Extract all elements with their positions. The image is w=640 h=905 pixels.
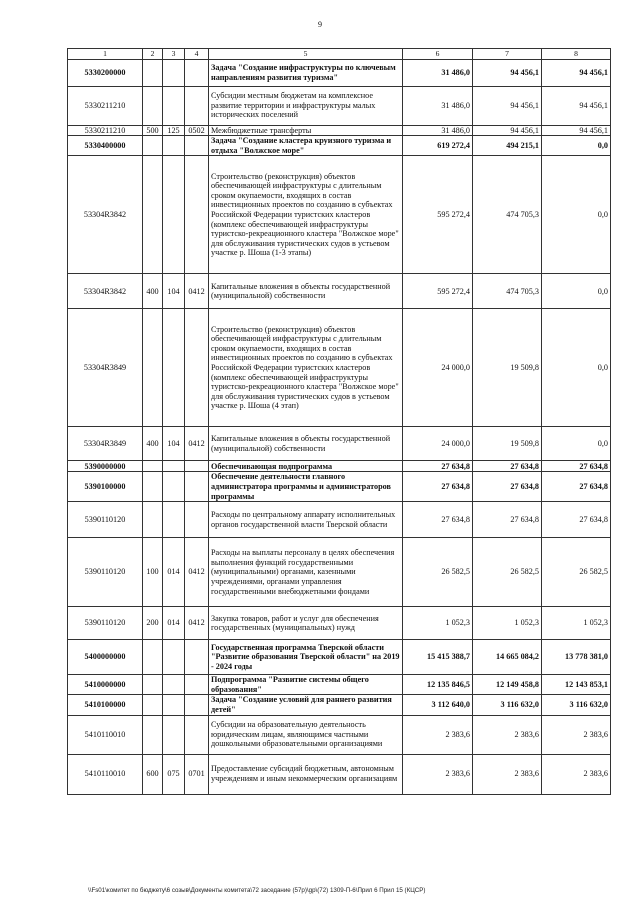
row-name-cell: Задача "Создание кластера круизного туризма и отдыха "Волжское море" [209,136,403,156]
header-cell: 2 [143,49,163,60]
row-col4-cell [185,715,209,754]
row-value-8-cell: 12 143 853,1 [542,675,611,695]
row-value-7-cell: 474 705,3 [473,156,542,274]
row-col3-cell: 014 [163,538,185,607]
table-row [68,274,611,309]
row-col4-cell [185,695,209,715]
row-value-6-cell: 595 272,4 [403,156,473,274]
row-col4-cell [185,461,209,472]
row-col4-cell [185,675,209,695]
row-value-8-cell: 0,0 [542,274,611,309]
header-cell: 8 [542,49,611,60]
row-value-7-cell: 2 383,6 [473,754,542,794]
table-row [68,125,611,136]
table-row [68,156,611,274]
row-col2-cell [143,502,163,538]
row-value-6-cell: 3 112 640,0 [403,695,473,715]
row-col3-cell [163,695,185,715]
row-col4-cell: 0502 [185,125,209,136]
row-value-8-cell: 0,0 [542,427,611,461]
row-col3-cell [163,59,185,86]
row-value-8-cell: 0,0 [542,136,611,156]
row-value-6-cell: 2 383,6 [403,754,473,794]
row-code-cell: 53304R3849 [68,427,143,461]
row-name-cell: Закупка товаров, работ и услуг для обеспечения государственных (муниципальных) нужд [209,607,403,640]
row-value-8-cell: 27 634,8 [542,461,611,472]
table-row [68,136,611,156]
row-name-cell: Капитальные вложения в объекты государственной (муниципальной) собственности [209,427,403,461]
row-col4-cell: 0701 [185,754,209,794]
row-col3-cell [163,309,185,427]
row-value-6-cell: 24 000,0 [403,427,473,461]
row-col2-cell [143,136,163,156]
row-name-cell: Межбюджетные трансферты [209,125,403,136]
row-value-8-cell: 94 456,1 [542,59,611,86]
row-value-8-cell: 27 634,8 [542,472,611,502]
row-col4-cell [185,59,209,86]
row-name-cell: Задача "Создание условий для раннего развития детей" [209,695,403,715]
row-code-cell: 5410100000 [68,695,143,715]
row-value-7-cell: 19 509,8 [473,309,542,427]
table-row [68,695,611,715]
row-value-8-cell: 0,0 [542,309,611,427]
row-col4-cell: 0412 [185,274,209,309]
row-col3-cell [163,640,185,675]
row-value-6-cell: 1 052,3 [403,607,473,640]
row-col3-cell [163,715,185,754]
row-col2-cell: 600 [143,754,163,794]
row-value-7-cell: 2 383,6 [473,715,542,754]
table-row [68,461,611,472]
row-col2-cell [143,640,163,675]
row-code-cell: 5410000000 [68,675,143,695]
row-name-cell: Строительство (реконструкция) объектов обеспечивающей инфраструктуры с длительным сроком окупаемости, входящих в состав инвестиционных проектов по созданию в субъектах Российской Федерации туристских кластеров (комплекс обеспечивающей инфраструктуры туристско-рекреационного кластера "Волжское море" для обслуживания туристических судов в устьевом участке р. Шоша (1-3 этапы) [209,156,403,274]
row-col2-cell: 100 [143,538,163,607]
row-value-6-cell: 27 634,8 [403,461,473,472]
table-row [68,538,611,607]
row-col2-cell: 500 [143,125,163,136]
row-value-8-cell: 13 778 381,0 [542,640,611,675]
row-value-8-cell: 3 116 632,0 [542,695,611,715]
row-value-6-cell: 26 582,5 [403,538,473,607]
row-col3-cell: 104 [163,427,185,461]
row-code-cell: 5330211210 [68,86,143,125]
row-col2-cell [143,461,163,472]
row-col2-cell [143,675,163,695]
table-row [68,427,611,461]
row-value-7-cell: 12 149 458,8 [473,675,542,695]
row-col2-cell: 400 [143,274,163,309]
table-header-row [68,49,611,60]
row-code-cell: 53304R3842 [68,274,143,309]
row-value-7-cell: 26 582,5 [473,538,542,607]
row-value-7-cell: 27 634,8 [473,461,542,472]
row-name-cell: Субсидии на образовательную деятельность юридическим лицам, являющимся частными дошкольными образовательными организациями [209,715,403,754]
row-code-cell: 5410110010 [68,715,143,754]
row-col3-cell [163,461,185,472]
row-value-6-cell: 31 486,0 [403,125,473,136]
row-col4-cell [185,156,209,274]
table-row [68,309,611,427]
row-col3-cell: 104 [163,274,185,309]
row-col4-cell [185,502,209,538]
row-value-6-cell: 31 486,0 [403,86,473,125]
row-value-7-cell: 474 705,3 [473,274,542,309]
row-value-8-cell: 1 052,3 [542,607,611,640]
footer-file-path: \\Fs01\комитет по бюджету\6 созыв\Документы комитета\72 заседание (57р)\gp\(72) 1309-П-6\Прил 6 Прил 15 (КЦСР) [88,887,426,894]
row-col2-cell [143,156,163,274]
table-row [68,86,611,125]
row-col2-cell: 200 [143,607,163,640]
row-value-8-cell: 26 582,5 [542,538,611,607]
row-value-8-cell: 2 383,6 [542,715,611,754]
row-name-cell: Задача "Создание инфраструктуры по ключевым направлениям развития туризма" [209,59,403,86]
row-col3-cell [163,675,185,695]
row-col2-cell [143,309,163,427]
row-code-cell: 5410110010 [68,754,143,794]
row-value-6-cell: 15 415 388,7 [403,640,473,675]
row-name-cell: Расходы по центральному аппарату исполнительных органов государственной власти Тверской области [209,502,403,538]
row-code-cell: 5390110120 [68,538,143,607]
row-value-6-cell: 12 135 846,5 [403,675,473,695]
row-value-8-cell: 27 634,8 [542,502,611,538]
row-value-8-cell: 94 456,1 [542,86,611,125]
page-number: 9 [318,20,322,29]
row-col3-cell: 014 [163,607,185,640]
row-value-7-cell: 3 116 632,0 [473,695,542,715]
row-value-6-cell: 595 272,4 [403,274,473,309]
table-row [68,675,611,695]
row-col4-cell: 0412 [185,427,209,461]
row-value-6-cell: 31 486,0 [403,59,473,86]
row-col3-cell [163,156,185,274]
row-code-cell: 5400000000 [68,640,143,675]
row-col3-cell [163,86,185,125]
row-col4-cell [185,640,209,675]
budget-table [67,48,611,795]
row-col3-cell [163,136,185,156]
row-value-6-cell: 24 000,0 [403,309,473,427]
row-name-cell: Капитальные вложения в объекты государственной (муниципальной) собственности [209,274,403,309]
row-name-cell: Подпрограмма "Развитие системы общего образования" [209,675,403,695]
row-value-6-cell: 2 383,6 [403,715,473,754]
header-cell: 3 [163,49,185,60]
row-value-7-cell: 94 456,1 [473,86,542,125]
table-row [68,715,611,754]
table-row [68,502,611,538]
header-cell: 5 [209,49,403,60]
row-col2-cell [143,715,163,754]
row-name-cell: Обеспечивающая подпрограмма [209,461,403,472]
row-code-cell: 5390110120 [68,502,143,538]
table-row [68,472,611,502]
row-value-7-cell: 94 456,1 [473,59,542,86]
row-col2-cell [143,472,163,502]
row-value-7-cell: 27 634,8 [473,502,542,538]
row-value-8-cell: 94 456,1 [542,125,611,136]
row-col3-cell [163,502,185,538]
row-value-7-cell: 94 456,1 [473,125,542,136]
table-row [68,640,611,675]
row-value-7-cell: 494 215,1 [473,136,542,156]
row-code-cell: 5390000000 [68,461,143,472]
row-col3-cell: 075 [163,754,185,794]
row-col2-cell [143,86,163,125]
row-name-cell: Обеспечение деятельности главного администратора программы и администраторов программы [209,472,403,502]
row-col4-cell: 0412 [185,538,209,607]
row-name-cell: Расходы на выплаты персоналу в целях обеспечения выполнения функций государственными (муниципальными) органами, казенными учреждениями, органами управления государственными внебюджетными фондами [209,538,403,607]
row-name-cell: Предоставление субсидий бюджетным, автономным учреждениям и иным некоммерческим организациям [209,754,403,794]
row-value-6-cell: 27 634,8 [403,502,473,538]
header-cell: 7 [473,49,542,60]
row-col3-cell: 125 [163,125,185,136]
row-name-cell: Субсидии местным бюджетам на комплексное развитие территории и инфраструктуры малых исторических поселений [209,86,403,125]
row-value-6-cell: 619 272,4 [403,136,473,156]
row-col4-cell [185,472,209,502]
table-row [68,607,611,640]
row-col4-cell [185,136,209,156]
row-value-7-cell: 27 634,8 [473,472,542,502]
row-col4-cell [185,86,209,125]
row-col4-cell: 0412 [185,607,209,640]
table-row [68,754,611,794]
row-value-7-cell: 14 665 084,2 [473,640,542,675]
row-value-7-cell: 1 052,3 [473,607,542,640]
row-col2-cell: 400 [143,427,163,461]
row-col3-cell [163,472,185,502]
row-name-cell: Государственная программа Тверской области "Развитие образования Тверской области" на 2019 - 2024 годы [209,640,403,675]
row-name-cell: Строительство (реконструкция) объектов обеспечивающей инфраструктуры с длительным сроком окупаемости, входящих в состав инвестиционных проектов по созданию в субъектах Российской Федерации туристских кластеров (комплекс обеспечивающей инфраструктуры туристско-рекреационного кластера "Волжское море" для обслуживания туристических судов в устьевом участке р. Шоша (4 этап) [209,309,403,427]
row-code-cell: 5330200000 [68,59,143,86]
row-col4-cell [185,309,209,427]
row-value-7-cell: 19 509,8 [473,427,542,461]
row-code-cell: 5330211210 [68,125,143,136]
header-cell: 1 [68,49,143,60]
header-cell: 6 [403,49,473,60]
row-value-8-cell: 0,0 [542,156,611,274]
table-row [68,59,611,86]
row-value-6-cell: 27 634,8 [403,472,473,502]
row-col2-cell [143,59,163,86]
row-code-cell: 5390100000 [68,472,143,502]
row-value-8-cell: 2 383,6 [542,754,611,794]
row-code-cell: 5390110120 [68,607,143,640]
row-code-cell: 53304R3849 [68,309,143,427]
row-col2-cell [143,695,163,715]
row-code-cell: 5330400000 [68,136,143,156]
header-cell: 4 [185,49,209,60]
row-code-cell: 53304R3842 [68,156,143,274]
